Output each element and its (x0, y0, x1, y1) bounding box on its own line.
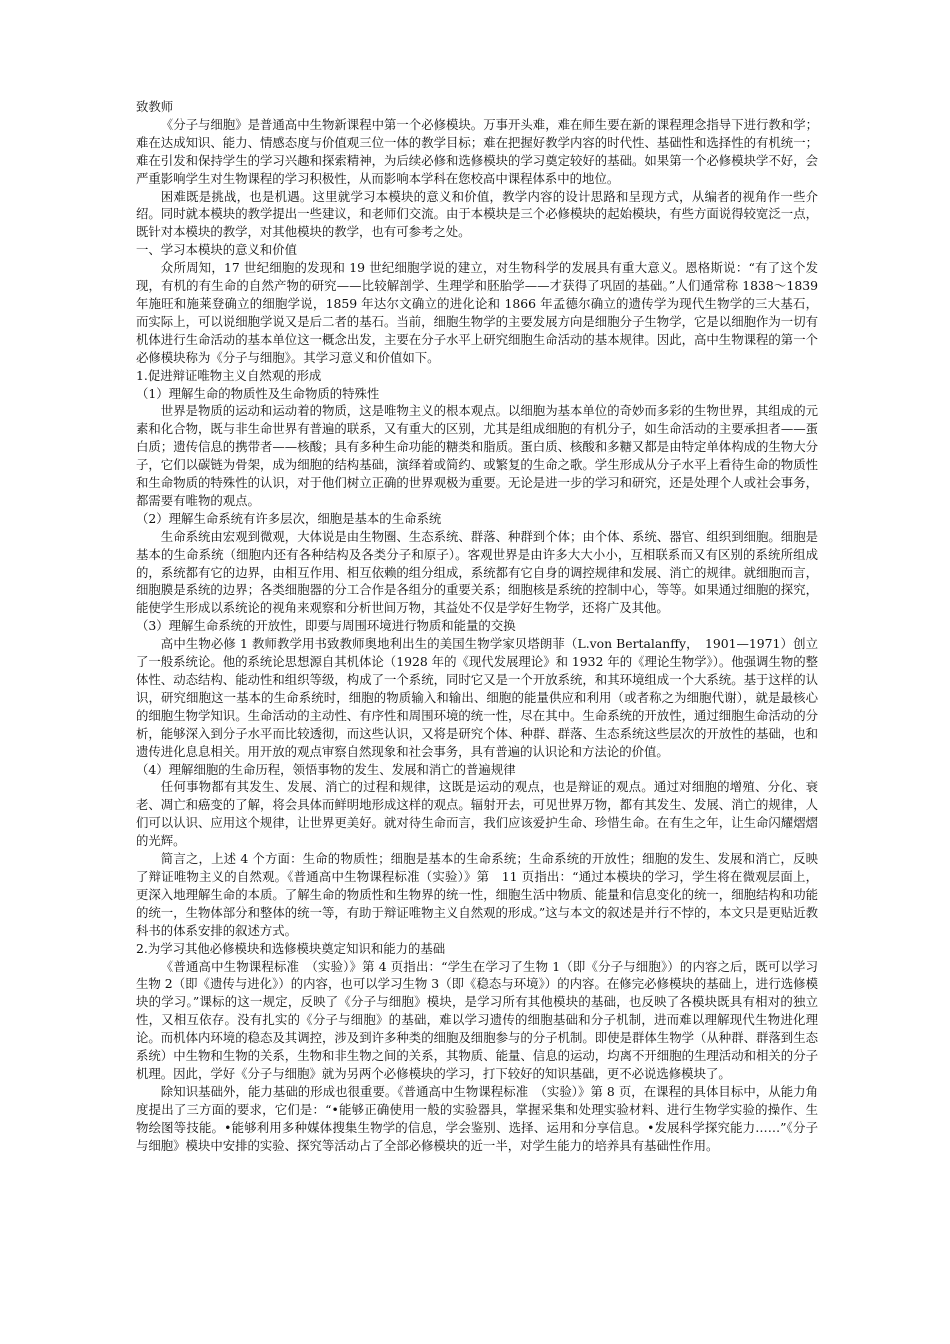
subsection-heading: （1）理解生命的物质性及生命物质的特殊性 (136, 385, 380, 401)
document-body (136, 98, 818, 1154)
greeting-heading: 致教师 (136, 99, 174, 114)
intro-paragraph: 困难既是挑战，也是机遇。这里就学习本模块的意义和价值，教学内容的设计思路和呈现方式，从编者的视角作一些介绍。同时就本模块的教学提出一些建议，和老师们交流。由于本模块是三个必修模块的起始模块，有些方面说得较宽泛一点，既针对本模块的教学，对其他模块的教学，也有可参考之处。 (136, 188, 818, 240)
body-paragraph: 生命系统由宏观到微观，大体说是由生物圈、生态系统、群落、种群到个体；由个体、系统、器官、组织到细胞。细胞是基本的生命系统（细胞内还有各种结构及各类分子和原子）。客观世界是由许多大大小小，互相联系而又有区别的系统所组成的，系统都有它的边界，由相互作用、相互依赖的组分组成，系统都有它自身的调控规律和发展、消亡的规律。就细胞而言，细胞膜是系统的边界；各类细胞器的分工合作是各组分的重要关系；细胞核是系统的控制中心，等等。如果通过细胞的探究，能使学生形成以系统论的视角来观察和分析世间万物，其益处不仅是学好生物学，还将广及其他。 (136, 528, 818, 616)
body-paragraph: 任何事物都有其发生、发展、消亡的过程和规律，这既是运动的观点，也是辩证的观点。通过对细胞的增殖、分化、衰老、凋亡和癌变的了解，将会具体而鲜明地形成这样的观点。辐射开去，可见世界万物，都有其发生、发展、消亡的规律，人们可以认识、应用这个规律，让世界更美好。就对待生命而言，我们应该爱护生命、珍惜生命。在有生之年，让生命闪耀熠熠的光辉。 (136, 779, 818, 849)
subsection-heading: 1.促进辩证唯物主义自然观的形成 (136, 367, 322, 383)
subsection-heading: （2）理解生命系统有许多层次，细胞是基本的生命系统 (136, 510, 442, 526)
subsection-heading: 2.为学习其他必修模块和选修模块奠定知识和能力的基础 (136, 940, 446, 956)
body-paragraph: 简言之，上述 4 个方面：生命的物质性；细胞是基本的生命系统；生命系统的开放性；细胞的发生、发展和消亡，反映了辩证唯物主义的自然观。《普通高中生物课程标准（实验）》第 11 页指出：“通过本模块的学习，学生将在微观层面上，更深入地理解生命的本质。了解生命的物质性和生物界的统一性，细胞生活中物质、能量和信息变化的统一，细胞结构和功能的统一，生物体部分和整体的统一等，有助于辩证唯物主义自然观的形成。”这与本文的叙述是并行不悖的，本文只是更贴近教科书的体系安排的叙述方式。 (136, 851, 818, 938)
subsection-heading: （3）理解生命系统的开放性，即要与周围环境进行物质和能量的交换 (136, 618, 516, 634)
subsection-heading: （4）理解细胞的生命历程，领悟事物的发生、发展和消亡的普遍规律 (136, 761, 516, 777)
body-paragraph: 众所周知，17 世纪细胞的发现和 19 世纪细胞学说的建立，对生物科学的发展具有重大意义。恩格斯说：“有了这个发现，有机的有生命的自然产物的研究——比较解剖学、生理学和胚胎学——才获得了巩固的基础。”人们通常称 1838～1839 年施旺和施莱登确立的细胞学说，1859 年达尔文确立的进化论和 1866 年孟德尔确立的遗传学为现代生物学的三大基石，而实际上，可以说细胞学说又是后二者的基石。当前，细胞生物学的主要发展方向是细胞分子生物学，它是以细胞作为一切有机体进行生命活动的基本单位这一概念出发，主要在分子水平上研究细胞生命活动的基本规律。因此，高中生物课程的第一个必修模块称为《分子与细胞》。其学习意义和价值如下。 (136, 260, 818, 365)
body-paragraph: 《普通高中生物课程标准 （实验）》第 4 页指出：“学生在学习了生物 1（即《分子与细胞》）的内容之后，既可以学习生物 2（即《遗传与进化》）的内容，也可以学习生物 3（即《稳态与环境》）的内容。在修完必修模块的基础上，进行选修模块的学习。”课标的这一规定，反映了《分子与细胞》模块，是学习所有其他模块的基础，也反映了各模块既具有相对的独立性，又相互依存。没有扎实的《分子与细胞》的基础，难以学习遗传的细胞基础和分子机制，进而难以理解现代生物进化理论。而机体内环境的稳态及其调控，涉及到许多种类的细胞及细胞参与的分子机制。即使是群体生物学（从种群、群落到生态系统）中生物和生物的关系，生物和非生物之间的关系，其物质、能量、信息的运动，均离不开细胞的生理活动和相关的分子机理。因此，学好《分子与细胞》就为另两个必修模块的学习，打下较好的知识基础，更不必说选修模块了。 (136, 958, 818, 1081)
body-paragraph: 除知识基础外，能力基础的形成也很重要。《普通高中生物课程标准 （实验）》第 8 页，在课程的具体目标中，从能力角度提出了三方面的要求，它们是：“•能够正确使用一般的实验器具，掌握采集和处理实验材料、进行生物学实验的操作、生物绘图等技能。•能够利用多种媒体搜集生物学的信息，学会鉴别、选择、运用和分享信息。•发展科学探究能力……”《分子与细胞》模块中安排的实验、探究等活动占了全部必修模块的近一半，对学生能力的培养具有基础性作用。 (136, 1083, 818, 1153)
body-paragraph: 世界是物质的运动和运动着的物质，这是唯物主义的根本观点。以细胞为基本单位的奇妙而多彩的生物世界，其组成的元素和化合物，既与非生命世界有普遍的联系，又有重大的区别，尤其是组成细胞的有机分子，如生命活动的主要承担者——蛋白质；遗传信息的携带者——核酸；具有多种生命功能的糖类和脂质。蛋白质、核酸和多糖又都是由特定单体构成的生物大分子，它们以碳链为骨架，成为细胞的结构基础，演绎着或简约、或繁复的生命之歌。学生形成从分子水平上看待生命的物质性和生命物质的特殊性的认识，对于他们树立正确的世界观极为重要。无论是进一步的学习和研究，还是处理个人或社会事务，都需要有唯物的观点。 (136, 403, 818, 508)
intro-paragraph: 《分子与细胞》是普通高中生物新课程中第一个必修模块。万事开头难，难在师生要在新的课程理念指导下进行教和学；难在达成知识、能力、情感态度与价值观三位一体的教学目标；难在把握好教学内容的时代性、基础性和选择性的有机统一；难在引发和保持学生的学习兴趣和探索精神，为后续必修和选修模块的学习奠定较好的基础。如果第一个必修模块学不好，会严重影响学生对生物课程的学习积极性，从而影响本学科在您校高中课程体系中的地位。 (136, 116, 818, 186)
body-paragraph: 高中生物必修 1 教师教学用书致教师奥地利出生的美国生物学家贝塔朗菲（L.von Bertalanffy， 1901—1971）创立了一般系统论。他的系统论思想源自其机体论（1928 年的《现代发展理论》和 1932 年的《理论生物学》）。他强调生物的整体性、动态结构、能动性和组织等级，构成了一个系统，同时它又是一个开放系统，和其环境组成一个大系统。基于这样的认识，研究细胞这一基本的生命系统时，细胞的物质输入和输出、细胞的能量供应和利用（或者称之为细胞代谢），就是最核心的细胞生物学知识。生命活动的主动性、有序性和周围环境的统一性，尽在其中。生命系统的开放性，通过细胞生命活动的分析，能够深入到分子水平而比较透彻，而这些认识，又将是研究个体、种群、群落、生态系统这些层次的开放性的基础，也和遗传进化息息相关。用开放的观点审察自然现象和社会事务，具有普遍的认识论和方法论的价值。 (136, 636, 819, 759)
section-heading: 一、学习本模块的意义和价值 (136, 242, 298, 258)
